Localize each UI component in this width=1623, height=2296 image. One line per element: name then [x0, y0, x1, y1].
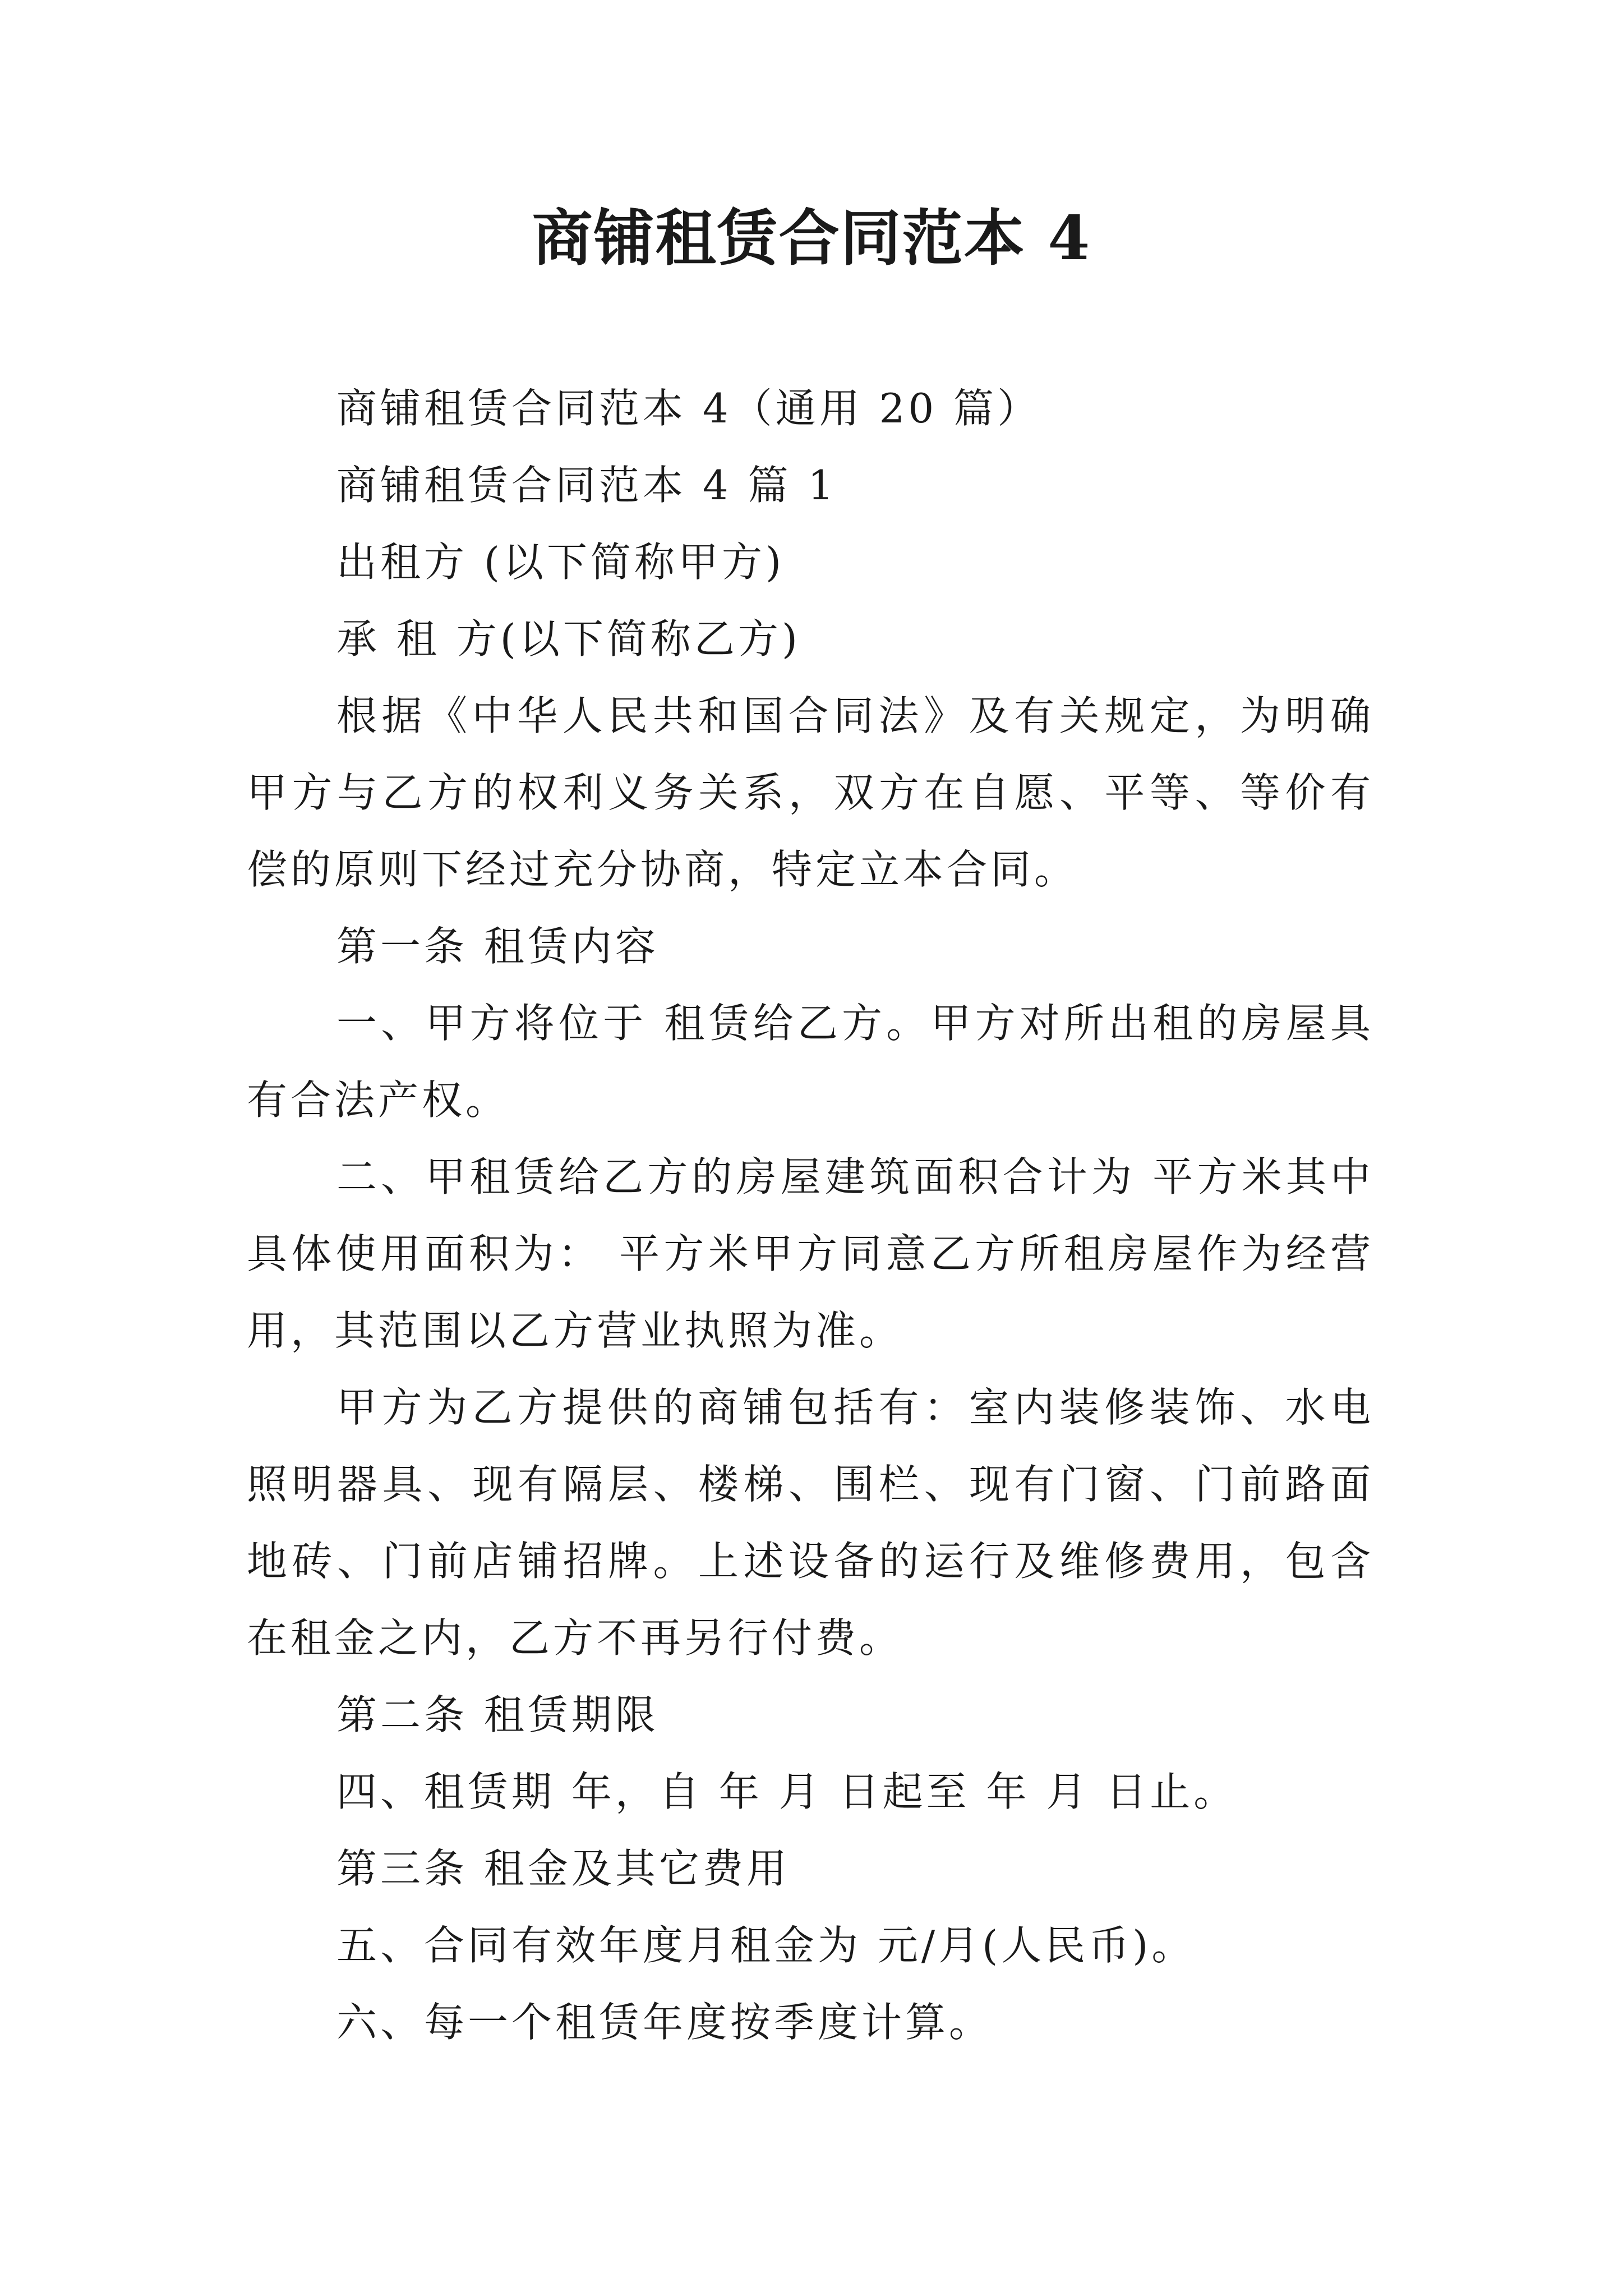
- paragraph-subtitle: 商铺租赁合同范本 4（通用 20 篇）: [336, 385, 1041, 432]
- paragraph-lessee: 承 租 方(以下简称乙方): [336, 615, 801, 662]
- paragraph-article-2-heading: 第二条 租赁期限: [336, 1691, 659, 1738]
- paragraph-article-1-heading: 第一条 租赁内容: [336, 923, 659, 970]
- paragraph-article-3-heading: 第三条 租金及其它费用: [336, 1845, 790, 1892]
- paragraph-clause-6: 六、每一个租赁年度按季度计算。: [336, 1999, 993, 2046]
- paragraph-section-heading: 商铺租赁合同范本 4 篇 1: [336, 462, 837, 509]
- paragraph-preamble: 根据《中华人民共和国合同法》及有关规定，为明确甲方与乙方的权利义务关系，双方在自愿、平等、等价有偿的原则下经过充分协商，特定立本合同。: [247, 692, 1374, 893]
- paragraph-clause-2: 二、甲租赁给乙方的房屋建筑面积合计为 平方米其中具体使用面积为： 平方米甲方同意乙方所租房屋作为经营用，其范围以乙方营业执照为准。: [247, 1153, 1374, 1354]
- document-body: [247, 370, 1374, 2061]
- paragraph-clause-1: 一、甲方将位于 租赁给乙方。甲方对所出租的房屋具有合法产权。: [247, 1000, 1374, 1124]
- paragraph-clause-4: 四、租赁期 年，自 年 月 日起至 年 月 日止。: [336, 1768, 1238, 1815]
- document-title: 商铺租赁合同范本 4: [532, 203, 1091, 274]
- paragraph-facilities: 甲方为乙方提供的商铺包括有：室内装修装饰、水电照明器具、现有隔层、楼梯、围栏、现有门窗、门前路面地砖、门前店铺招牌。上述设备的运行及维修费用，包含在租金之内，乙方不再另行付费。: [247, 1384, 1374, 1662]
- paragraph-lessor: 出租方 (以下简称甲方): [336, 539, 785, 586]
- paragraph-clause-5: 五、合同有效年度月租金为 元/月(人民币)。: [336, 1922, 1196, 1969]
